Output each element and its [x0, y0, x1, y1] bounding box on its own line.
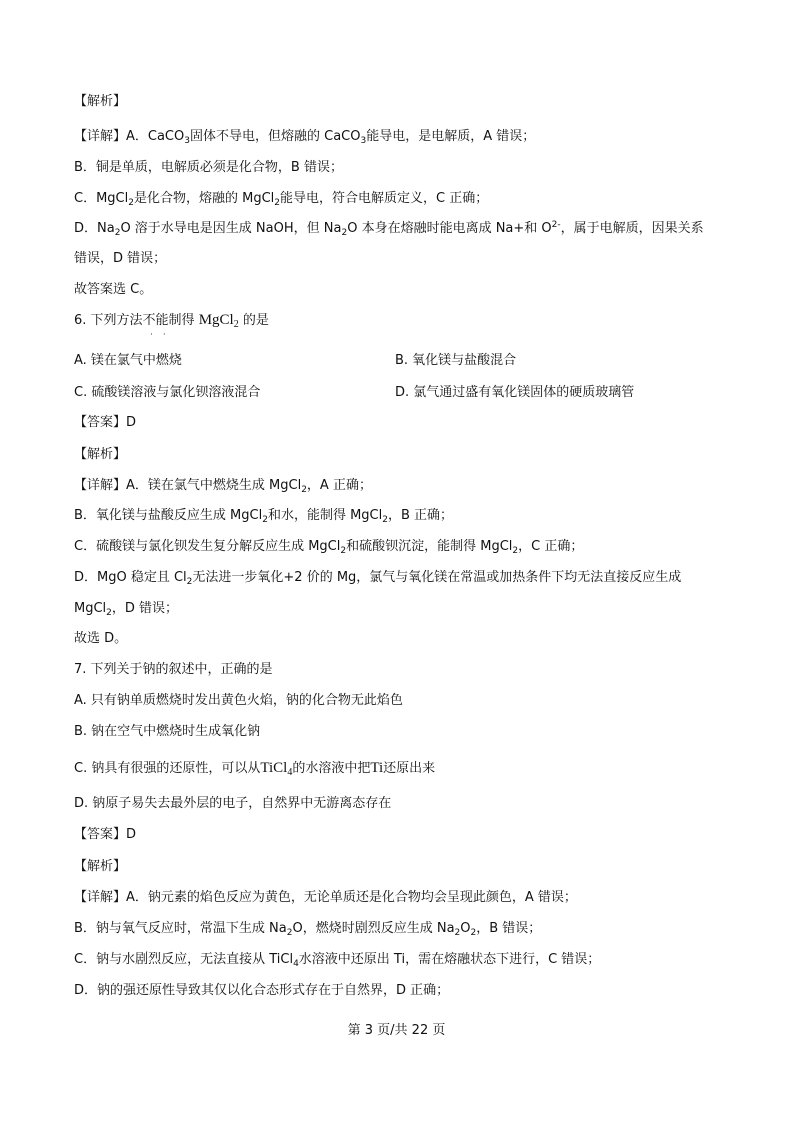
- detail-b: B．氧化镁与盐酸反应生成 MgCl$_2$和水，能制得 MgCl$_2$，B 正确；: [74, 508, 454, 525]
- detail-c: C．硫酸镁与氯化钡发生复分解反应生成 MgCl$_2$和硫酸钡沉淀，能制得 MgCl$_2$，C 正确；: [74, 539, 584, 556]
- option-d: D. 钠原子易失去最外层的电子，自然界中无游离态存在: [74, 796, 392, 811]
- detail-d-line2: 错误，D 错误；: [74, 251, 167, 266]
- answer: 【答案】D: [74, 415, 137, 430]
- detail-c: C．MgCl$_2$是化合物，熔融的 MgCl$_2$能导电，符合电解质定义，C 正确；: [74, 191, 489, 208]
- question-6-stem: 6. 下列方法不能制得 MgCl$_2$ 的是: [74, 312, 269, 330]
- emphasis-dots: ··: [150, 330, 176, 340]
- detail-a: 【详解】A．镁在氯气中燃烧生成 MgCl$_2$，A 正确；: [74, 478, 372, 495]
- analysis-heading: 【解析】: [74, 94, 127, 109]
- question-7-stem: 7. 下列关于钠的叙述中，正确的是: [74, 662, 273, 677]
- detail-a: 【详解】A．钠元素的焰色反应为黄色，无论单质还是化合物均会呈现此颜色，A 错误；: [74, 890, 577, 905]
- detail-d-line1: D．MgO 稳定且 $Cl_2$无法进一步氧化+2 价的 Mg，氯气与氧化镁在常温或加热条件下均无法直接反应生成: [74, 570, 682, 587]
- formula-ticl4: TiCl$_4$: [260, 760, 293, 778]
- page-footer: 第 3 页/共 22 页: [347, 1023, 446, 1038]
- option-a: A. 只有钠单质燃烧时发出黄色火焰，钠的化合物无此焰色: [74, 693, 403, 708]
- detail-a: 【详解】A．CaCO$_3$固体不导电，但熔融的 CaCO$_3$能导电，是电解质，A 错误；: [74, 129, 536, 146]
- option-d: D. 氯气通过盛有氧化镁固体的硬质玻璃管: [395, 385, 635, 400]
- formula-mgcl2: MgCl$_2$: [198, 312, 239, 330]
- conclusion: 故选 D。: [74, 631, 128, 646]
- formula-ti: Ti: [370, 760, 384, 776]
- option-c: C. 钠具有很强的还原性，可以从TiCl$_4$的水溶液中把Ti还原出来: [74, 760, 436, 778]
- detail-c: C．钠与水剧烈反应，无法直接从 TiCl$_4$水溶液中还原出 Ti，需在熔融状态下进行，C 错误；: [74, 952, 601, 969]
- conclusion: 故答案选 C。: [74, 282, 153, 297]
- detail-b: B．钠与氧气反应时，常温下生成 $Na_2O$，燃烧时剧烈反应生成 $Na_2O_2$，B 错误；: [74, 921, 542, 938]
- option-c: C. 硫酸镁溶液与氯化钡溶液混合: [74, 385, 261, 400]
- detail-b: B．铜是单质，电解质必须是化合物，B 错误；: [74, 160, 343, 175]
- analysis-heading: 【解析】: [74, 859, 127, 874]
- option-a: A. 镁在氯气中燃烧: [74, 353, 182, 368]
- analysis-heading: 【解析】: [74, 447, 127, 462]
- detail-d-line1: D．$Na_2O$ 溶于水导电是因生成 NaOH，但 $Na_2O$ 本身在熔融时能电离成 Na+和 $O^{2-}$，属于电解质，因果关系: [74, 220, 704, 238]
- detail-d: D．钠的强还原性导致其仅以化合态形式存在于自然界，D 正确；: [74, 983, 450, 998]
- option-b: B. 钠在空气中燃烧时生成氧化钠: [74, 724, 261, 739]
- option-b: B. 氧化镁与盐酸混合: [395, 353, 517, 368]
- answer: 【答案】D: [74, 827, 137, 842]
- detail-d-line2: MgCl$_2$，D 错误；: [74, 601, 179, 618]
